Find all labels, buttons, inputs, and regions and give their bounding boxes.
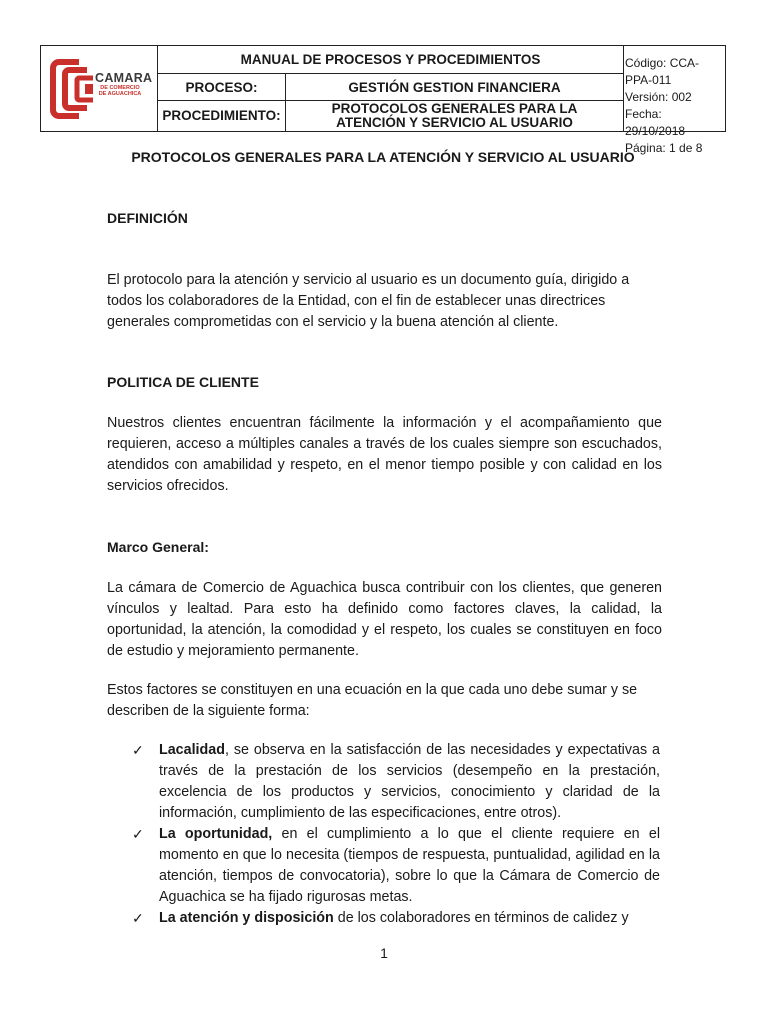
logo-sub2: DE AGUACHICA [98, 91, 142, 97]
procedimiento-value-line1: PROTOCOLOS GENERALES PARA LA [331, 101, 578, 116]
list-item-bold: Lacalidad [159, 742, 225, 758]
list-item-text: de los colaboradores en términos de calidez y [333, 910, 629, 926]
check-icon: ✓ [132, 742, 144, 758]
logo-name: CAMARA [95, 71, 153, 85]
list-item-bold: La atención y disposición [159, 910, 334, 926]
document-meta [625, 55, 725, 157]
list-item-oportunidad [132, 824, 660, 908]
proceso-value: GESTIÓN GESTION FINANCIERA [286, 74, 623, 101]
codigo: Código: CCA-PPA-011 [625, 56, 700, 87]
definicion-paragraph: El protocolo para la atención y servicio al usuario es un documento guía, dirigido a todos los colaboradores de la Entidad, con el fin de establecer unas directrices generales comprometidas con el servicio y la buena atención al cliente. [107, 272, 630, 330]
procedimiento-value [286, 101, 623, 131]
manual-title: MANUAL DE PROCESOS Y PROCEDIMIENTOS [158, 46, 623, 74]
definicion-heading: DEFINICIÓN [107, 210, 188, 226]
list-item-atencion [132, 908, 660, 929]
page-number: 1 [380, 945, 388, 961]
check-icon: ✓ [132, 826, 144, 842]
politica-heading: POLITICA DE CLIENTE [107, 374, 259, 390]
list-item-text: en el cumplimiento a lo que el cliente requiere en el momento en que lo necesita (tiempos de respuesta, puntualidad, agilidad en la atención, tiempos de convocatoria), sobre lo que la Cámara de Comercio de Aguachica se ha fijado rigurosas metas. [159, 826, 660, 905]
politica-paragraph: Nuestros clientes encuentran fácilmente la información y el acompañamiento que requieren, acceso a múltiples canales a través de los cuales siempre son escuchados, atendidos con amabilidad y respeto, en el menor tiempo posible y con calidad en los servicios ofrecidos. [107, 415, 662, 494]
procedimiento-label: PROCEDIMIENTO: [158, 101, 286, 131]
check-icon: ✓ [132, 910, 144, 926]
logo-sub1: DE COMERCIO [100, 85, 140, 91]
header-middle [158, 46, 624, 131]
logo-cell [41, 46, 158, 131]
marco-paragraph: La cámara de Comercio de Aguachica busca contribuir con los clientes, que generen vínculos y lealtad. Para esto ha definido como factores claves, la calidad, la oportunidad, la atención, la comodidad y el respeto, los cuales se constituyen en foco de estudio y mejoramiento permanente. [107, 580, 662, 659]
factores-list [132, 740, 660, 929]
list-item-text: , se observa en la satisfacción de las necesidades y expectativas a través de la prestación de los servicios (desempeño en la prestación, excelencia de los productos y servicios, conocimiento y claridad de la información, cumplimiento de las especificaciones, entre otros). [159, 742, 660, 821]
list-item-calidad [132, 740, 660, 824]
fecha: Fecha: 29/10/2018 [625, 107, 686, 138]
version: Versión: 002 [625, 90, 692, 104]
list-item-bold: La oportunidad, [159, 826, 273, 842]
marco-heading: Marco General: [107, 539, 209, 555]
pagina: Página: 1 de 8 [625, 141, 703, 155]
document-title: PROTOCOLOS GENERALES PARA LA ATENCIÓN Y SERVICIO AL USUARIO [131, 149, 635, 165]
factores-paragraph: Estos factores se constituyen en una ecuación en la que cada uno debe sumar y se describen de la siguiente forma: [107, 682, 638, 719]
proceso-label: PROCESO: [158, 74, 286, 101]
logo-text [95, 72, 152, 97]
document-header-table [40, 45, 726, 155]
procedimiento-value-line2: ATENCIÓN Y SERVICIO AL USUARIO [336, 115, 573, 130]
